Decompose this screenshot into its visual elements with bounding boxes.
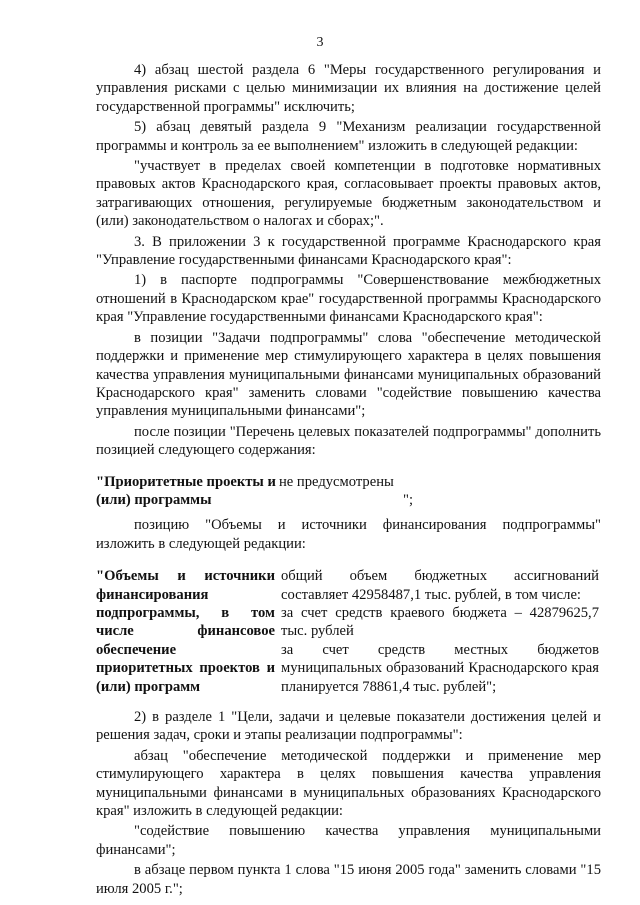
paragraph: абзац "обеспечение методической поддержки и применение мер стимулирующего характера в целях повышения качества управления муниципальными финансами в муниципальных образованиях Краснодарского края" изложить в следующей редакции: <box>96 747 601 820</box>
table-line: общий объем бюджетных ассигнований составляет 42958487,1 тыс. рублей, в том числе: <box>281 568 599 603</box>
paragraph: "участвует в пределах своей компетенции в подготовке нормативных правовых актов Краснодарского края, согласовывает проекты правовых актов, затрагивающих отношения, регулируемые бюджетным законодательством и (или) законодательством о налогах и сборах;". <box>96 158 601 230</box>
paragraph: "содействие повышению качества управления муниципальными финансами"; <box>96 823 601 858</box>
table-label: "Приоритетные проекты и (или) программы <box>96 473 276 508</box>
table-label: "Объемы и источники финансирования подпрограммы, в том числе финансовое обеспечение приоритетных проектов и (или) программ <box>96 568 275 695</box>
page-number: 3 <box>316 35 324 50</box>
table-line: за счет средств местных бюджетов муниципальных образований Краснодарского края планируется 78861,4 тыс. рублей"; <box>281 641 599 695</box>
paragraph: в позиции "Задачи подпрограммы" слова "обеспечение методической поддержки и применение мер стимулирующего характера в целях повышения качества управления муниципальными финансами муниципальных образований Краснодарского края" заменить словами "содействие повышению качества управления муниципальными финансами"; <box>96 329 601 420</box>
paragraph: 4) абзац шестой раздела 6 "Меры государственного регулирования и управления рисками с целью минимизации их влияния на достижение целей государственной программы" исключить; <box>96 62 601 115</box>
paragraph: в абзаце первом пункта 1 слова "15 июня 2005 года" заменить словами "15 июля 2005 г."; <box>96 862 601 897</box>
table-value <box>281 567 599 696</box>
paragraph: после позиции "Перечень целевых показателей подпрограммы" дополнить позицией следующего содержания: <box>96 423 601 459</box>
table-line: за счет средств краевого бюджета – 42879625,7 тыс. рублей <box>281 604 599 640</box>
table-closing-quote: "; <box>402 491 413 508</box>
table-value <box>279 473 599 510</box>
paragraph: 2) в разделе 1 "Цели, задачи и целевые показатели достижения целей и решения задач, сроки и этапы реализации подпрограммы": <box>96 709 601 744</box>
document-body <box>96 61 601 898</box>
paragraph: позицию "Объемы и источники финансирования подпрограммы" изложить в следующей редакции: <box>96 517 601 552</box>
table-value-text: не предусмотрены <box>279 473 394 490</box>
passport-table-financing <box>96 567 601 696</box>
paragraph: 1) в паспорте подпрограммы "Совершенствование межбюджетных отношений в Краснодарском крае" государственной программы Краснодарского края "Управление государственными финансами Краснодарского края": <box>96 272 601 326</box>
passport-table-priority-projects <box>96 473 601 510</box>
paragraph: 5) абзац девятый раздела 9 "Механизм реализации государственной программы и контроль за ее выполнением" изложить в следующей редакции: <box>96 119 601 154</box>
paragraph: 3. В приложении 3 к государственной программе Краснодарского края "Управление государственными финансами Краснодарского края": <box>96 233 601 269</box>
